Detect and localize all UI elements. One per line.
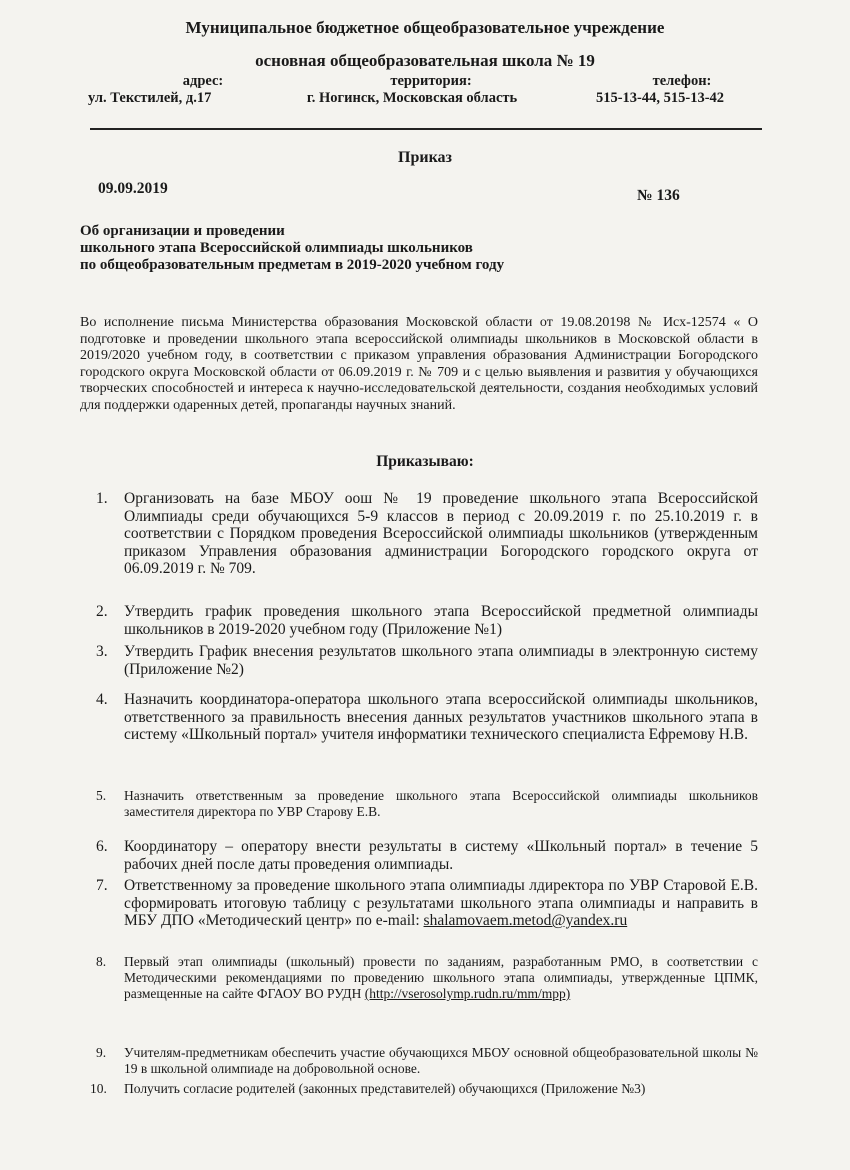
item-text: Получить согласие родителей (законных представителей) обучающихся (Приложение №3) — [124, 1081, 646, 1096]
order-item-3 — [96, 643, 758, 678]
item-text: Организовать на базе МБОУ оош № 19 проведение школьного этапа Всероссийской Олимпиады среди обучающихся 5-9 классов в период с 20.09.2019 г. по 25.10.2019 г. в соответствии с Порядком проведения Всероссийской олимпиады школьников (утвержденным приказом Управления образования администрации Богородского городского округа от 06.09.2019 г. № 709. — [124, 490, 758, 578]
order-item-6 — [96, 838, 758, 873]
header-divider — [90, 128, 762, 130]
address-block — [88, 73, 278, 107]
item-number: 3. — [96, 643, 108, 660]
org-name-line1: Муниципальное бюджетное общеобразовательное учреждение — [185, 18, 665, 37]
item-number: 5. — [96, 788, 107, 803]
item-number: 6. — [96, 838, 108, 855]
order-item-9 — [96, 1045, 758, 1077]
item-text: Координатору – оператору внести результаты в систему «Школьный портал» в течение 5 рабочих дней после даты проведения олимпиады. — [124, 838, 758, 873]
address-label: адрес: — [182, 73, 224, 89]
order-item-5 — [96, 788, 758, 820]
order-item-1 — [96, 490, 758, 578]
item-text — [124, 954, 758, 1002]
item-text: Назначить ответственным за проведение школьного этапа Всероссийской олимпиады школьников заместителя директора по УВР Старову Е.В. — [124, 788, 758, 819]
subject-line-1: Об организации и проведении — [80, 223, 285, 239]
territory-block — [292, 73, 532, 107]
item-text: Назначить координатора-оператора школьного этапа всероссийской олимпиады школьников, ответственного за правильность внесения данных результатов участников школьного этапа в систему «Школьный портал» учителя информатики технического специалиста Ефремову Н.В. — [124, 691, 758, 744]
phone-value: 515-13-44, 515-13-42 — [595, 90, 725, 106]
order-item-4 — [96, 691, 758, 744]
intro-paragraph: Во исполнение письма Министерства образования Московской области от 19.08.20198 № Исх-12574 « О подготовке и проведении школьного этапа всероссийской олимпиады школьников в Московской области в 2019/2020 учебном году, в соответствии с приказом управления образования Администрации Богородского городского округа Московской области от 06.09.2019 г. № 709 и с целью выявления и развития у обучающихся творческих способностей и интереса к научно-исследовательской деятельности, создания необходимых условий для поддержки одаренных детей, пропаганды научных знаний. — [80, 315, 758, 413]
email-link[interactable]: shalamovaem.metod@yandex.ru — [423, 912, 628, 930]
rudn-link[interactable]: (http://vserosolymp.rudn.ru/mm/mpp) — [364, 986, 571, 1001]
item-number: 9. — [96, 1045, 107, 1060]
order-item-10 — [90, 1081, 758, 1097]
order-item-8 — [96, 954, 758, 1002]
territory-value: г. Ногинск, Московская область — [306, 90, 518, 106]
item-text — [124, 877, 758, 930]
order-number: № 136 — [637, 187, 680, 204]
item-text: Учителям-предметникам обеспечить участие обучающихся МБОУ основной общеобразовательной школы № 19 в школьной олимпиаде на добровольной основе. — [124, 1045, 758, 1076]
item-8-text: Первый этап олимпиады (школьный) провести по заданиям, разработанным РМО, в соответствии с Методическими рекомендациями по проведению школьного этапа олимпиады, утвержденные ЦПМК, размещенные на сайте ФГАОУ ВО РУДН — [124, 954, 758, 1001]
org-name-line2: основная общеобразовательная школа № 19 — [255, 51, 595, 70]
order-item-2 — [96, 603, 758, 638]
territory-label: территория: — [390, 73, 472, 89]
subject-line-3: по общеобразовательным предметам в 2019-2020 учебном году — [80, 257, 505, 273]
phone-block — [560, 73, 760, 107]
item-number: 1. — [96, 490, 108, 507]
decree-heading: Приказываю: — [376, 453, 474, 470]
item-number: 4. — [96, 691, 108, 708]
order-title: Приказ — [398, 149, 452, 166]
item-number: 2. — [96, 603, 108, 620]
item-number: 7. — [96, 877, 108, 894]
phone-label: телефон: — [652, 73, 712, 89]
item-text: Утвердить График внесения результатов школьного этапа олимпиады в электронную систему (Приложение №2) — [124, 643, 758, 678]
order-item-7 — [96, 877, 758, 930]
item-number: 10. — [90, 1081, 107, 1096]
item-text: Утвердить график проведения школьного этапа Всероссийской предметной олимпиады школьников в 2019-2020 учебном году (Приложение №1) — [124, 603, 758, 638]
item-number: 8. — [96, 954, 107, 969]
address-value: ул. Текстилей, д.17 — [88, 90, 212, 106]
item-7-text: Ответственному за проведение школьного этапа олимпиады лдиректора по УВР Старовой Е.В. сформировать итоговую таблицу с результатами школьного этапа олимпиады и направить в МБУ ДПО «Методический центр» по e-mail: — [124, 877, 758, 930]
subject-line-2: школьного этапа Всероссийской олимпиады школьников — [80, 240, 473, 256]
order-subject — [80, 223, 504, 274]
order-date: 09.09.2019 — [98, 180, 168, 197]
